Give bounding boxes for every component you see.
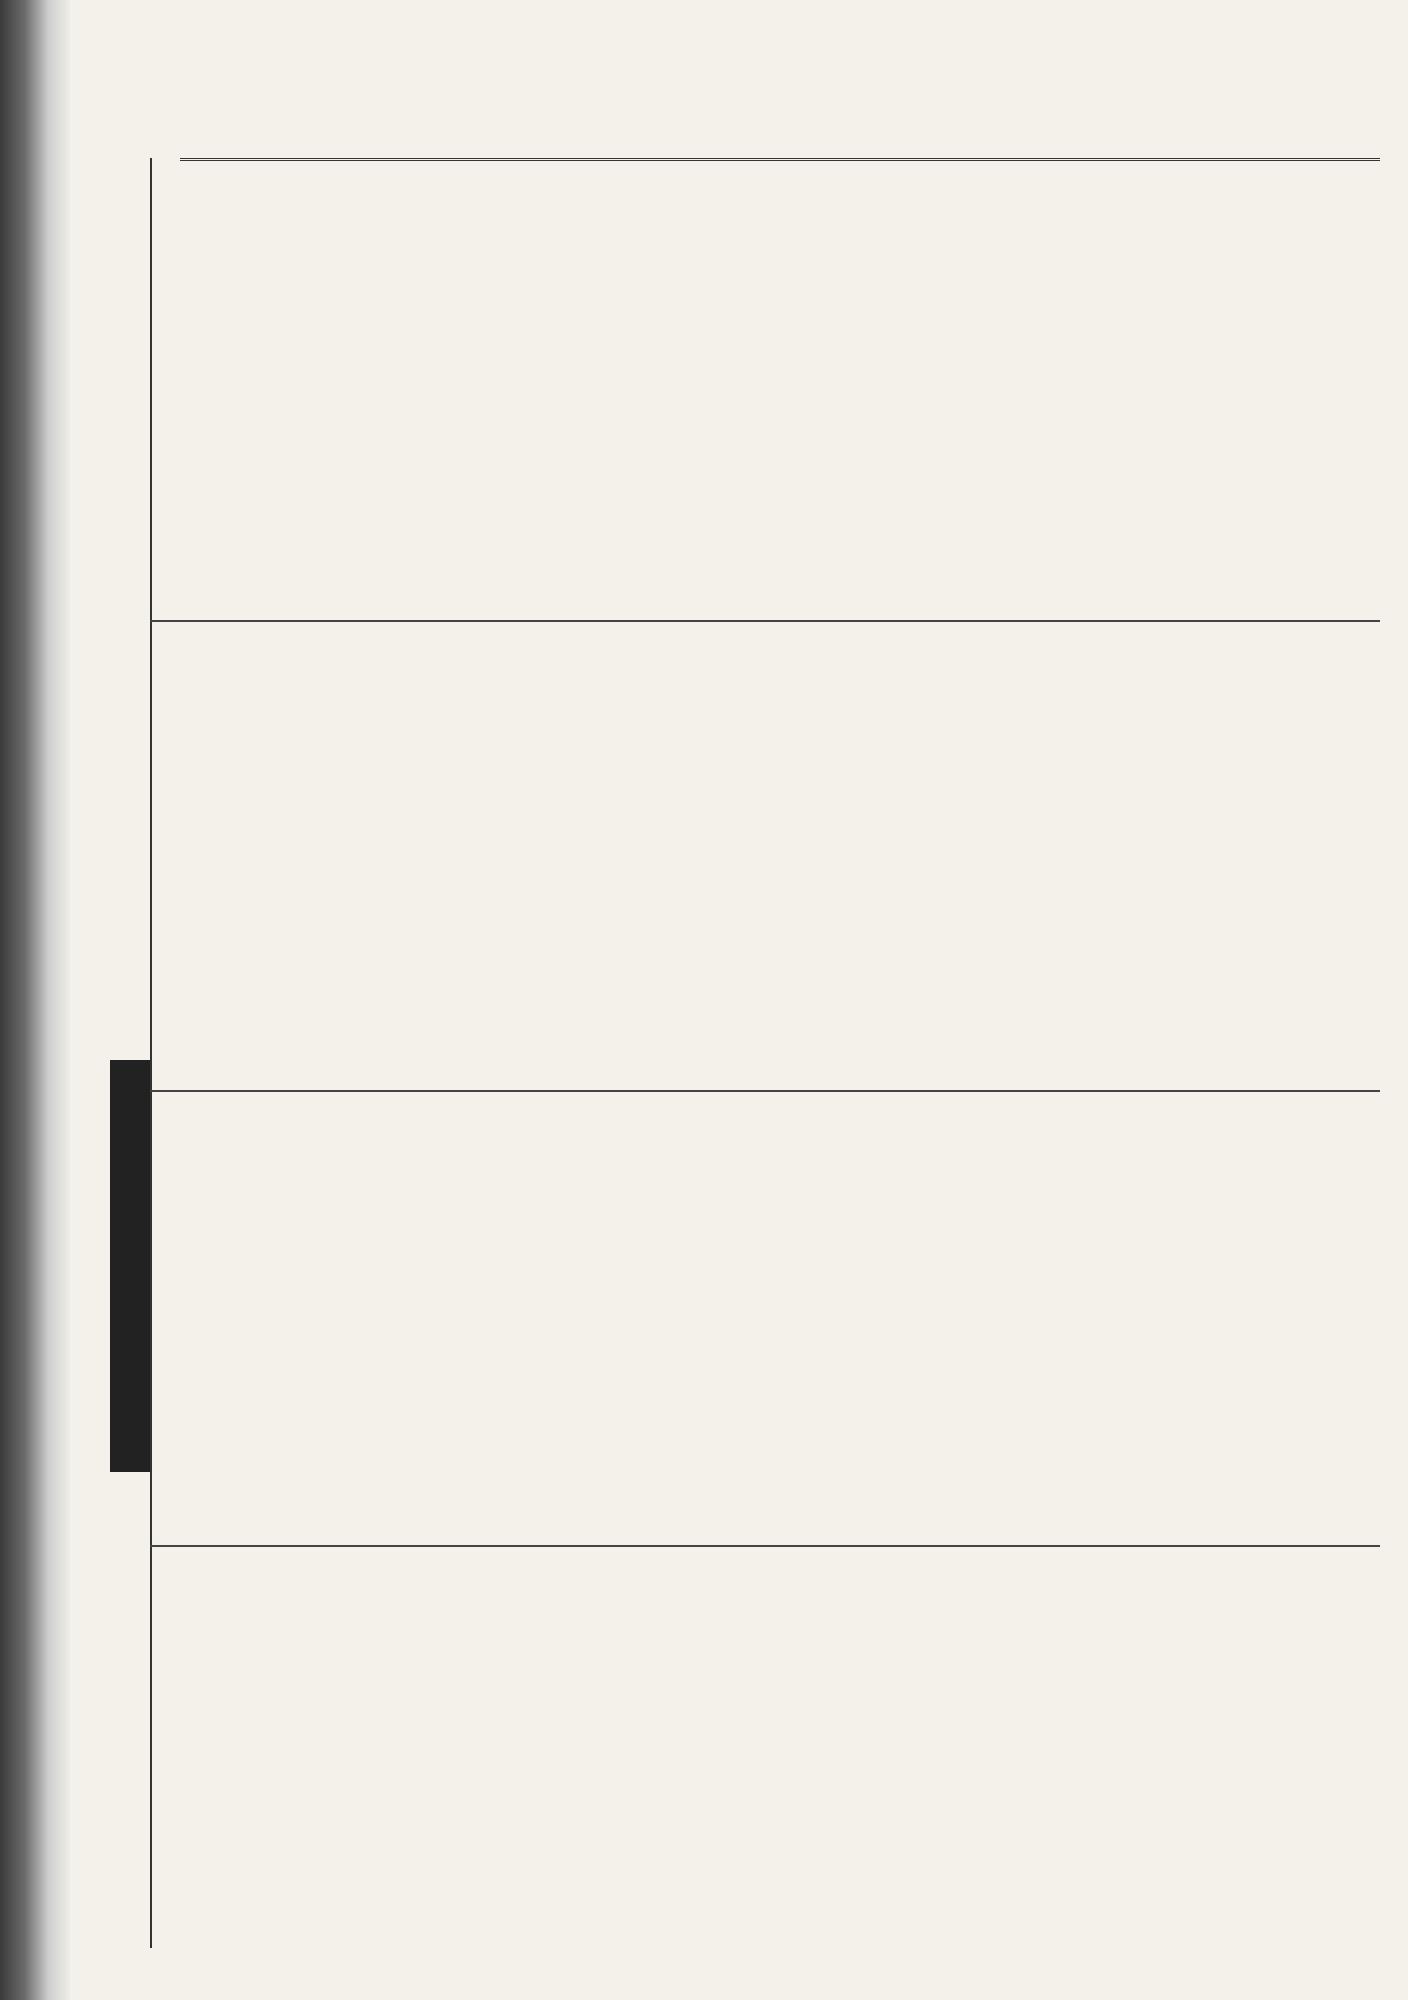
band-middle	[160, 632, 1280, 1078]
band-top	[160, 168, 1260, 608]
page-footer	[180, 1958, 1380, 1978]
band-divider-2	[150, 1090, 1380, 1092]
band-bottom	[160, 1556, 1280, 1936]
band-divider-1	[150, 620, 1380, 622]
band-lower	[160, 1100, 1280, 1534]
spine-label	[110, 1060, 150, 1472]
page-header	[180, 122, 1380, 161]
section-title	[1280, 180, 1340, 460]
binding-gutter	[0, 0, 70, 2000]
band-divider-3	[150, 1545, 1380, 1547]
